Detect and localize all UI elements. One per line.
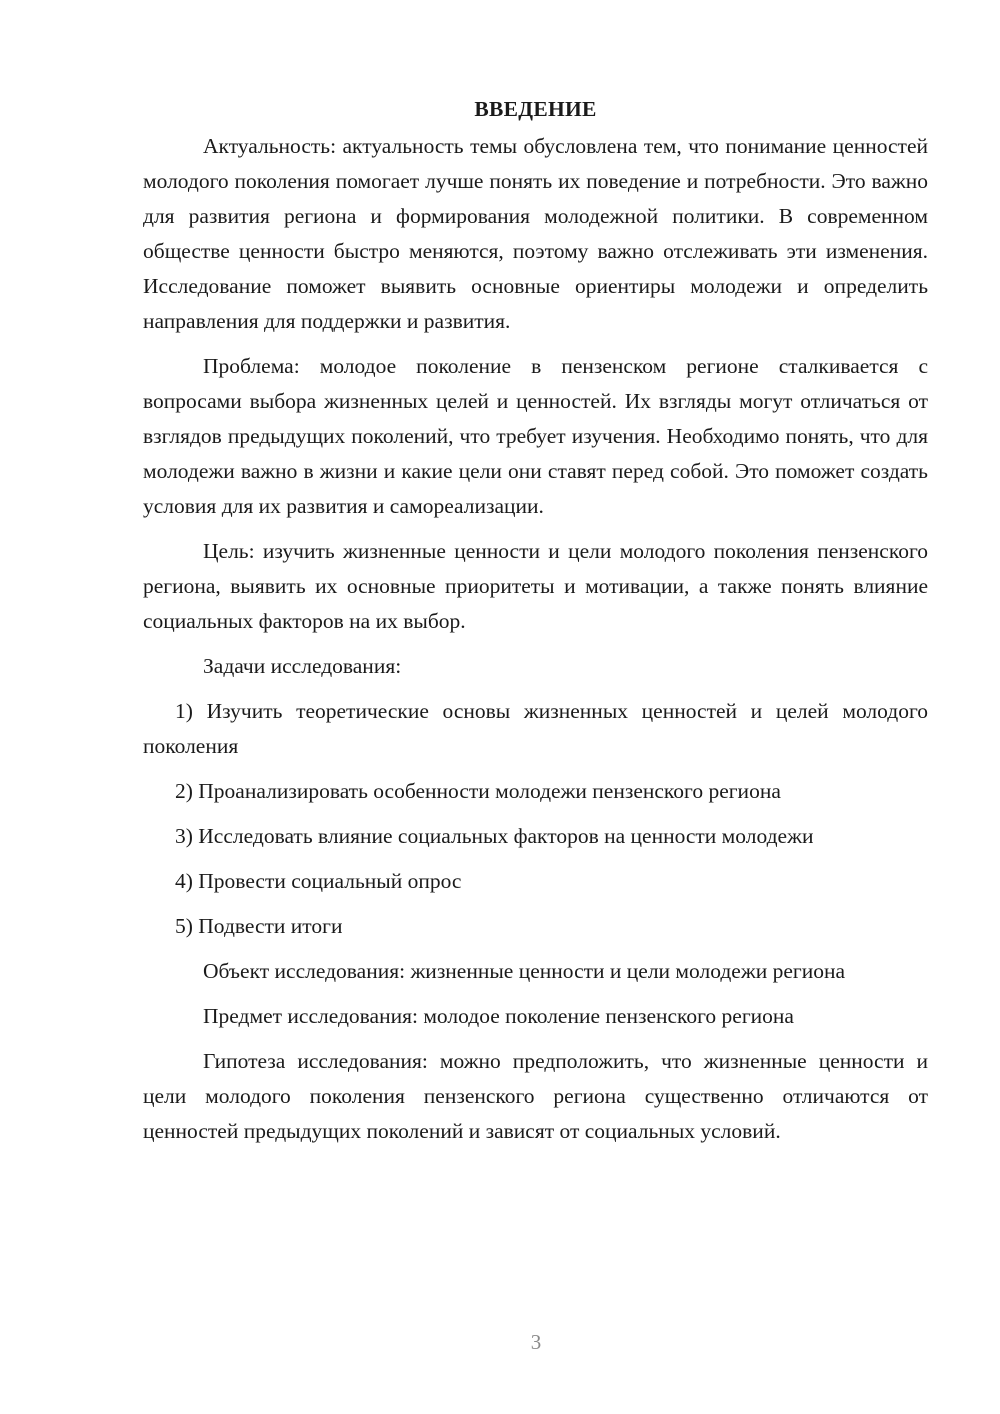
goal-paragraph: Цель: изучить жизненные ценности и цели молодого поколения пензенского региона, выявить их основные приоритеты и мотивации, а также понять влияние социальных факторов на их выбор. <box>143 539 928 633</box>
list-item: 2) Проанализировать особенности молодежи пензенского региона <box>175 779 781 803</box>
relevance-paragraph: Актуальность: актуальность темы обусловлена тем, что понимание ценностей молодого поколения помогает лучше понять их поведение и потребности. Это важно для развития региона и формирования молодежной политики. В современном обществе ценности быстро меняются, поэтому важно отслеживать эти изменения. Исследование поможет выявить основные ориентиры молодежи и определить направления для поддержки и развития. <box>143 134 928 333</box>
list-item: 5) Подвести итоги <box>175 914 343 938</box>
list-item: 1) Изучить теоретические основы жизненных ценностей и целей молодого поколения <box>143 699 928 758</box>
problem-paragraph: Проблема: молодое поколение в пензенском регионе сталкивается с вопросами выбора жизненных целей и ценностей. Их взгляды могут отличаться от взглядов предыдущих поколений, что требует изучения. Необходимо понять, что для молодежи важно в жизни и какие цели они ставят перед собой. Это поможет создать условия для их развития и самореализации. <box>143 354 928 518</box>
subject-paragraph: Предмет исследования: молодое поколение пензенского региона <box>203 1004 794 1028</box>
tasks-list <box>143 694 928 944</box>
hypothesis-paragraph: Гипотеза исследования: можно предположить, что жизненные ценности и цели молодого поколения пензенского региона существенно отличаются от ценностей предыдущих поколений и зависят от социальных условий. <box>143 1049 928 1143</box>
list-item: 4) Провести социальный опрос <box>175 869 462 893</box>
page-title: ВВЕДЕНИЕ <box>474 97 597 121</box>
page-number: 3 <box>530 1330 542 1354</box>
list-item: 3) Исследовать влияние социальных факторов на ценности молодежи <box>175 824 814 848</box>
object-paragraph: Объект исследования: жизненные ценности и цели молодежи региона <box>203 959 845 983</box>
tasks-heading: Задачи исследования: <box>203 654 402 678</box>
document-page <box>143 92 928 1159</box>
